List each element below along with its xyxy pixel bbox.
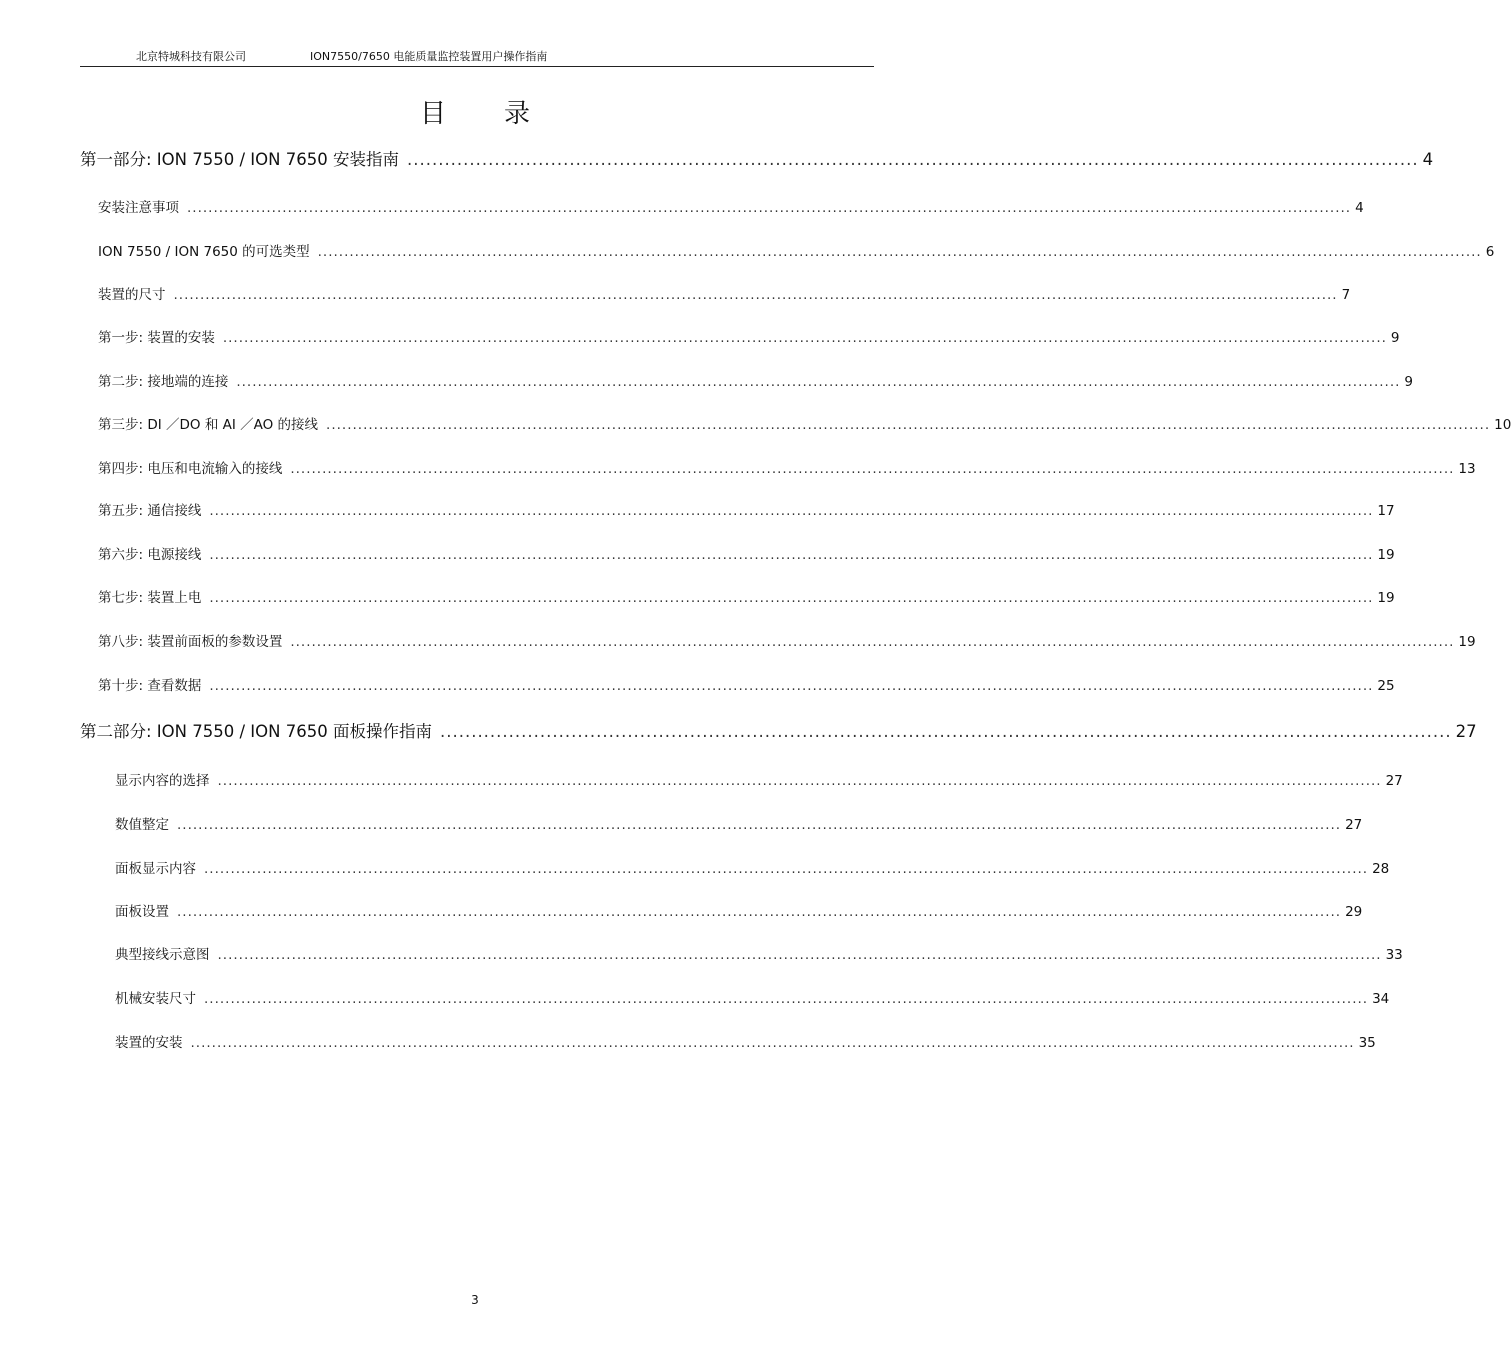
toc-leader: ............................................................................................................................................................................................................................ — [190, 1035, 1355, 1051]
toc-page: 6 — [1485, 244, 1495, 260]
toc-leader: .................................................................................................................................................................. — [439, 722, 1452, 741]
toc-leader: ............................................................................................................................................................................................................................ — [317, 244, 1482, 260]
toc-leader: ............................................................................................................................................................................................................................ — [209, 678, 1374, 694]
toc-entry[interactable] — [115, 900, 1363, 920]
toc-leader: ............................................................................................................................................................................................................................ — [290, 634, 1455, 650]
toc-page: 34 — [1372, 991, 1390, 1007]
toc-page: 35 — [1358, 1035, 1376, 1051]
toc-label: 第一步: 装置的安装 — [98, 330, 215, 346]
toc-entry[interactable] — [98, 674, 1395, 694]
toc-entry[interactable] — [98, 457, 1476, 477]
toc-leader: ............................................................................................................................................................................................................................ — [177, 904, 1342, 920]
toc-leader: ............................................................................................................................................................................................................................ — [326, 417, 1491, 433]
toc-page: 19 — [1377, 590, 1395, 606]
toc-entry[interactable] — [98, 413, 1511, 433]
toc-entry[interactable] — [115, 943, 1403, 963]
toc-leader: ............................................................................................................................................................................................................................ — [217, 773, 1382, 789]
toc-entry[interactable] — [115, 813, 1363, 833]
toc-label: 面板显示内容 — [115, 861, 196, 877]
toc-page: 25 — [1377, 678, 1395, 694]
toc-entry-part-2[interactable] — [80, 718, 1477, 742]
toc-page: 7 — [1341, 287, 1351, 303]
page-title: 目录 — [419, 99, 588, 129]
toc-entry[interactable] — [98, 326, 1400, 346]
toc-leader: ............................................................................................................................................................................................................................ — [177, 817, 1342, 833]
toc-leader: ............................................................................................................................................................................................................................ — [290, 461, 1455, 477]
toc-entry[interactable] — [115, 987, 1390, 1007]
toc-label: 机械安装尺寸 — [115, 991, 196, 1007]
header-company: 北京特城科技有限公司 — [136, 50, 246, 63]
toc-leader: ............................................................................................................................................................................................................................ — [187, 200, 1352, 216]
toc-page: 28 — [1372, 861, 1390, 877]
toc-page: 4 — [1355, 200, 1364, 216]
toc-label: 显示内容的选择 — [115, 773, 210, 789]
toc-page: 10 — [1494, 417, 1511, 433]
toc-entry[interactable] — [98, 543, 1395, 563]
toc-label: 第二步: 接地端的连接 — [98, 374, 229, 390]
toc-entry-part-1[interactable] — [80, 146, 1434, 170]
toc-entry[interactable] — [115, 857, 1390, 877]
header-doc-title: ION7550/7650 电能质量监控装置用户操作指南 — [310, 50, 548, 63]
toc-label: 第四步: 电压和电流输入的接线 — [98, 461, 283, 477]
toc-page: 29 — [1345, 904, 1363, 920]
toc-label: 第八步: 装置前面板的参数设置 — [98, 634, 283, 650]
toc-page: 19 — [1377, 547, 1395, 563]
toc-entry[interactable] — [98, 499, 1395, 519]
toc-leader: ............................................................................................................................................................................................................................ — [222, 330, 1387, 346]
toc-label: 第五步: 通信接线 — [98, 503, 202, 519]
toc-label: ION 7550 / ION 7650 的可选类型 — [98, 244, 310, 260]
toc-entry[interactable] — [115, 1031, 1376, 1051]
page-header — [80, 44, 874, 67]
toc-page: 33 — [1385, 947, 1403, 963]
toc-leader: ............................................................................................................................................................................................................................ — [217, 947, 1382, 963]
toc-leader: .................................................................................................................................................................. — [406, 150, 1419, 169]
toc-page: 17 — [1377, 503, 1395, 519]
toc-page: 9 — [1390, 330, 1400, 346]
toc-label: 第二部分: ION 7550 / ION 7650 面板操作指南 — [80, 722, 432, 741]
toc-label: 装置的尺寸 — [98, 287, 166, 303]
toc-page: 13 — [1458, 461, 1476, 477]
toc-leader: ............................................................................................................................................................................................................................ — [209, 547, 1374, 563]
toc-label: 第六步: 电源接线 — [98, 547, 202, 563]
toc-leader: ............................................................................................................................................................................................................................ — [236, 374, 1401, 390]
toc-entry[interactable] — [98, 630, 1476, 650]
toc-label: 安装注意事项 — [98, 200, 179, 216]
toc-entry[interactable] — [98, 283, 1351, 303]
toc-leader: ............................................................................................................................................................................................................................ — [204, 991, 1369, 1007]
toc-page: 27 — [1385, 773, 1403, 789]
toc-leader: ............................................................................................................................................................................................................................ — [209, 503, 1374, 519]
toc-page: 4 — [1422, 150, 1434, 169]
toc-label: 第七步: 装置上电 — [98, 590, 202, 606]
toc-entry[interactable] — [98, 586, 1395, 606]
toc-label: 数值整定 — [115, 817, 169, 833]
toc-page: 27 — [1345, 817, 1363, 833]
toc-leader: ............................................................................................................................................................................................................................ — [204, 861, 1369, 877]
toc-label: 典型接线示意图 — [115, 947, 210, 963]
toc-entry[interactable] — [115, 769, 1403, 789]
page-number: 3 — [471, 1293, 479, 1307]
toc-page: 19 — [1458, 634, 1476, 650]
toc-entry[interactable] — [98, 196, 1364, 216]
toc-entry[interactable] — [98, 370, 1414, 390]
toc-label: 第十步: 查看数据 — [98, 678, 202, 694]
toc-label: 面板设置 — [115, 904, 169, 920]
toc-entry[interactable] — [98, 240, 1495, 260]
toc-leader: ............................................................................................................................................................................................................................ — [173, 287, 1338, 303]
toc-label: 第三步: DI ／DO 和 AI ／AO 的接线 — [98, 417, 319, 433]
toc-label: 第一部分: ION 7550 / ION 7650 安装指南 — [80, 150, 399, 169]
toc-label: 装置的安装 — [115, 1035, 183, 1051]
toc-leader: ............................................................................................................................................................................................................................ — [209, 590, 1374, 606]
toc-page: 9 — [1404, 374, 1414, 390]
toc-page: 27 — [1455, 722, 1477, 741]
